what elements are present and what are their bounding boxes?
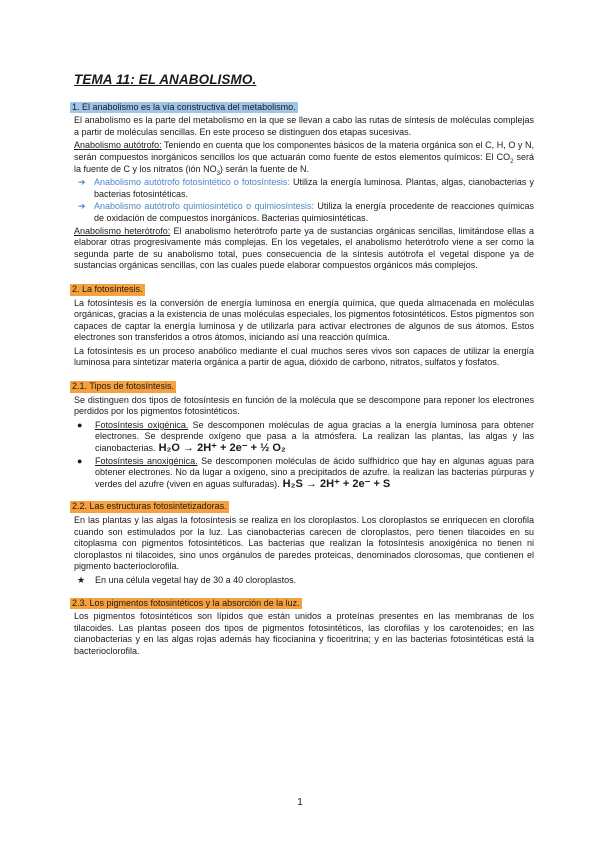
section-2-2-heading: 2.2. Las estructuras fotosintetizadoras. [72, 501, 227, 512]
section-2-paragraph-1: La fotosíntesis es la conversión de energía luminosa en energía química, que queda almacenada en moléculas orgánicas, gracias a la existencia de unas moléculas especiales, los pigmentos fotosintéticos. Estos pigmentos son capaces de captar la energía luminosa y de utilizarla para activar electrones de algunos de sus átomos. Estos electrones son transferidos a otros átomos, iniciando así una reacción química. [74, 297, 534, 343]
arrow-icon: ➔ [78, 177, 86, 188]
section-2-1-paragraph: Se distinguen dos tipos de fotosíntesis en función de la molécula que se descompone para reponer los electrones perdidos por los pigmentos fotosintéticos. [74, 394, 534, 417]
page-title: TEMA 11: EL ANABOLISMO. [74, 72, 257, 87]
oxigenica-label: Fotosíntesis oxigénica. [95, 419, 189, 430]
section-2-1-heading: 2.1. Tipos de fotosíntesis. [72, 381, 175, 392]
heterotrofo-paragraph: Anabolismo heterótrofo: El anabolismo heterótrofo parte ya de sustancias orgánicas sencillas, limitándose ellas a elaborar otras progresivamente más complejas. En los vegetales, el anabolismo heterótrofo viene a ser como la segunda parte de su anabolismo total, pues consecuencia de la síntesis autótrofa el vegetal dispone ya de sustancias orgánicas sencillas, con las cuales puede elaborar compuestos orgánicos más complejos. [74, 225, 534, 271]
quimiosintetico-label: Anabolismo autótrofo quimiosintético o quimiosíntesis: [94, 201, 314, 212]
arrow-icon: ➔ [78, 201, 86, 212]
section-1-heading: 1. El anabolismo es la vía constructiva del metabolismo. [72, 101, 296, 112]
list-item: ★ En una célula vegetal hay de 30 a 40 cloroplastos. [74, 575, 534, 587]
bullet-icon: ● [77, 455, 83, 466]
star-icon: ★ [77, 574, 86, 585]
section-2-paragraph-2: La fotosíntesis es un proceso anabólico mediante el cual muchos seres vivos son capaces de utilizar la energía luminosa para sintetizar materia orgánica a partir de agua, dióxido de carbono, nitratos, sulfatos y fosfatos. [74, 345, 534, 368]
list-item: ➔ Anabolismo autótrofo fotosintético o fotosíntesis: Utiliza la energía luminosa. Plantas, algas, cianobacterias y bacterias fotosintéticas. [78, 177, 534, 199]
autotrofo-label: Anabolismo autótrofo: [74, 140, 162, 151]
anoxigenica-equation: H₂S → 2H⁺ + 2e⁻ + S [279, 477, 391, 490]
oxigenica-equation: H₂O → 2H⁺ + 2e⁻ + ½ O₂ [155, 442, 286, 455]
section-2-3-heading: 2.3. Los pigmentos fotosintéticos y la absorción de la luz. [72, 597, 300, 608]
anoxigenica-label: Fotosíntesis anoxigénica. [95, 455, 198, 466]
bullet-icon: ● [77, 419, 83, 430]
autotrofo-paragraph: Anabolismo autótrofo: Teniendo en cuenta que los componentes básicos de la materia orgánica son el C, H, O y N, serán compuestos inorgánicos sencillos los que actuarán como fuente de estos elementos químicos: El $CO_2$ será la fuente de C y los nitratos (ión $NO_3$) serán la fuente de N. [74, 140, 534, 177]
page-number: 1 [297, 797, 303, 808]
section-1-paragraph: El anabolismo es la parte del metabolismo en la que se llevan a cabo las rutas de síntesis de moléculas complejas a partir de moléculas sencillas. En este proceso se distinguen dos etapas sucesivas. [74, 115, 534, 137]
list-item: ➔ Anabolismo autótrofo quimiosintético o quimiosíntesis: Utiliza la energía procedente de reacciones químicas de oxidación de compuestos inorgánicos. Bacterias quimiosintéticas. [78, 201, 534, 223]
section-2-heading: 2. La fotosíntesis. [72, 283, 143, 294]
heterotrofo-label: Anabolismo heterótrofo: [74, 225, 171, 236]
section-2-3-paragraph: Los pigmentos fotosintéticos son lípidos que están unidos a proteínas presentes en las membranas de los tilacoides. Las plantas poseen dos tipos de pigmentos fotosintéticos, las clorofilas y los carotenoides; en las cianobacterias y en las algas rojas además hay ficocianina y ficoeritrina; y en las bacterias fotosintéticas está la bacterioclorofila. [74, 611, 534, 656]
page-content [74, 74, 534, 660]
list-item: ● Fotosíntesis oxigénica. Se descomponen moléculas de agua gracias a la energía luminosa para obtener electrones. Se desprende oxígeno que pasa a la atmósfera. La realizan las plantas, las algas y las cianobacterias. H₂O → 2H⁺ + 2e⁻ + ½ O₂ [74, 420, 534, 455]
section-2-2-paragraph: En las plantas y las algas la fotosíntesis se realiza en los cloroplastos. Los cloroplastos se enriquecen en clorofila cuando son estimulados por la luz. Las cianobacterias carecen de cloroplastos, pero tienen tilacoides en su citoplasma con pigmentos fotosintéticos. Las bacterias que realizan la fotosíntesis anoxigénica no tienen ni cloroplastos ni tilacoides, sino unos orgánulos de paredes proteicas, denominados clorosomas, que contienen el pigmento bacterioclorofila. [74, 515, 534, 572]
list-item: ● Fotosíntesis anoxigénica. Se descomponen moléculas de ácido sulfhídrico que hay en algunas aguas para obtener electrones. No da lugar a oxígeno, sino a precipitados de azufre. la realizan las bacterias púrpuras y verdes del azufre (viven en aguas sulfuradas). H₂S → 2H⁺ + 2e⁻ + S [74, 456, 534, 491]
fotosintetico-label: Anabolismo autótrofo fotosintético o fotosíntesis: [94, 177, 290, 188]
